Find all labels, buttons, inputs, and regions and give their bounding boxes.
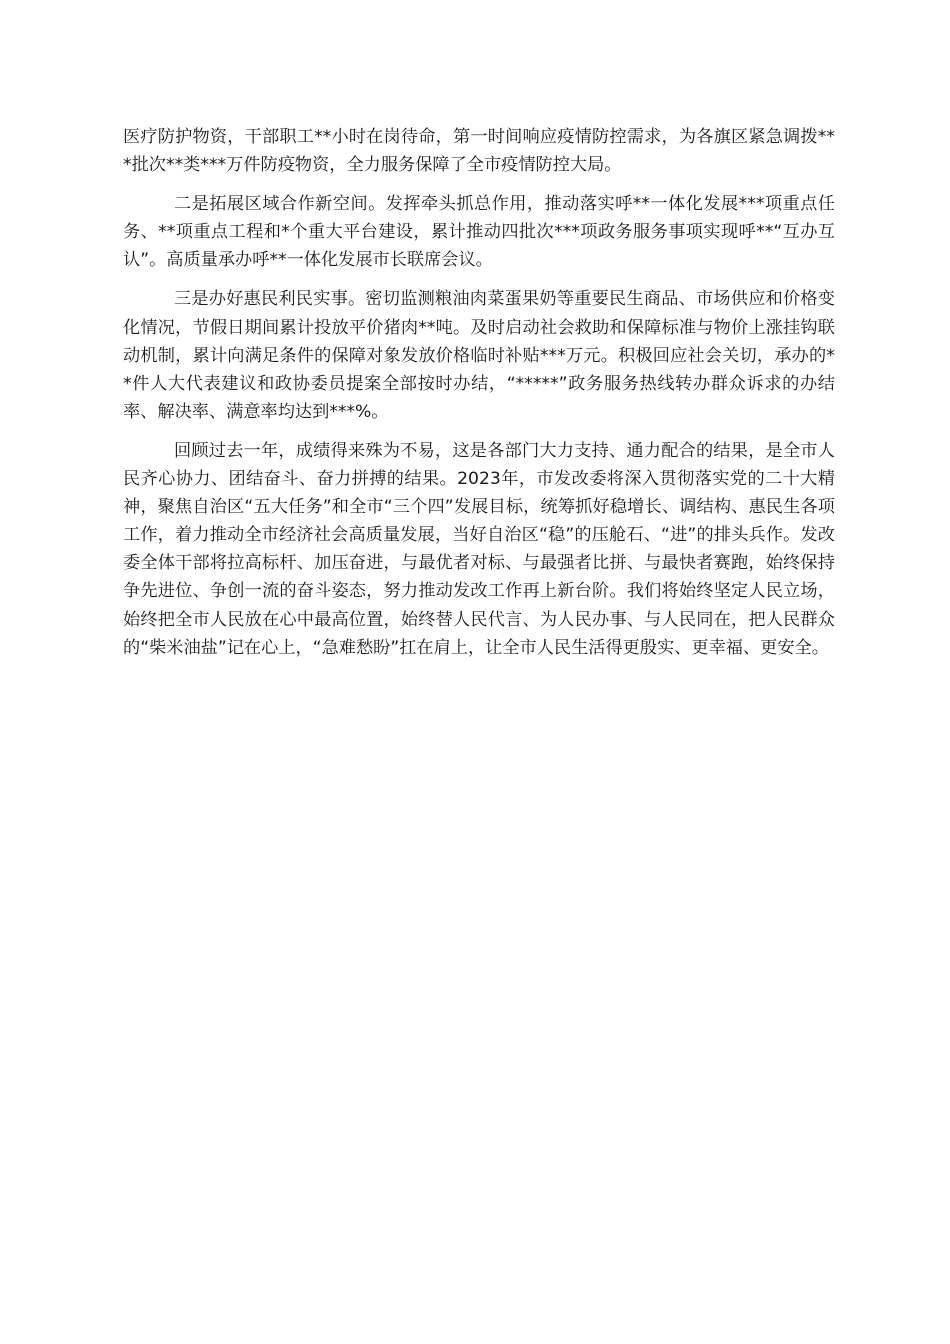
paragraph-medical-supplies: 医疗防护物资，干部职工**小时在岗待命，第一时间响应疫情防控需求，为各旗区紧急调拨***批次**类***万件防疫物资，全力服务保障了全市疫情防控大局。 xyxy=(123,127,835,176)
paragraph-livelihood-affairs: 三是办好惠民利民实事。密切监测粮油肉菜蛋果奶等重要民生商品、市场供应和价格变化情况，节假日期间累计投放平价猪肉**吨。及时启动社会救助和保障标准与物价上涨挂钩联动机制，累计向满足条件的保障对象发放价格临时补贴***万元。积极回应社会关切，承办的**件人大代表建议和政协委员提案全部按时办结，“*****”政务服务热线转办群众诉求的办结率、解决率、满意率均达到***%。 xyxy=(123,289,835,422)
paragraph-review-and-outlook: 回顾过去一年，成绩得来殊为不易，这是各部门大力支持、通力配合的结果，是全市人民齐心协力、团结奋斗、奋力拼搏的结果。2023年，市发改委将深入贯彻落实党的二十大精神，聚焦自治区“五大任务”和全市“三个四”发展目标，统筹抓好稳增长、调结构、惠民生各项工作，着力推动全市经济社会高质量发展，当好自治区“稳”的压舱石、“进”的排头兵作。发改委全体干部将拉高标杆、加压奋进，与最优者对标、与最强者比拼、与最快者赛跑，始终保持争先进位、争创一流的奋斗姿态，努力推动发改工作再上新台阶。我们将始终坚定人民立场，始终把全市人民放在心中最高位置，始终替人民代言、为人民办事、与人民同在，把人民群众的“柴米油盐”记在心上，“急难愁盼”扛在肩上，让全市人民生活得更殷实、更幸福、更安全。 xyxy=(123,440,835,658)
document-body xyxy=(123,123,835,673)
paragraph-regional-cooperation: 二是拓展区域合作新空间。发挥牵头抓总作用，推动落实呼**一体化发展***项重点任务、**项重点工程和*个重大平台建设，累计推动四批次***项政务服务事项实现呼**“互办互认”。高质量承办呼**一体化发展市长联席会议。 xyxy=(123,194,835,271)
